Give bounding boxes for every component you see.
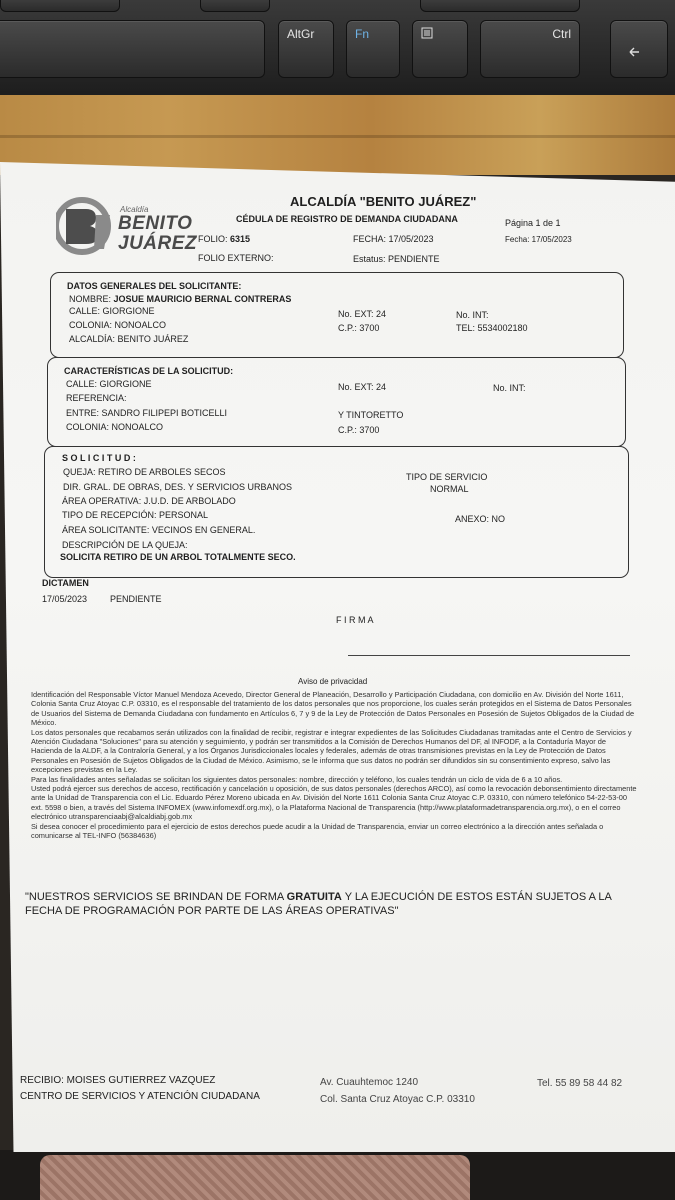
descripcion-value: SOLICITA RETIRO DE UN ARBOL TOTALMENTE SECO. [60, 552, 296, 562]
address-line2: Col. Santa Cruz Atoyac C.P. 03310 [320, 1094, 475, 1105]
solicitud-heading: S O L I C I T U D : [62, 453, 136, 463]
logo-juarez: JUÁREZ [118, 233, 198, 254]
fecha-field: FECHA: 17/05/2023 [353, 234, 434, 244]
folio-value: 6315 [230, 234, 251, 244]
telephone: Tel. 55 89 58 44 82 [537, 1078, 623, 1089]
nombre-value: JOSUE MAURICIO BERNAL CONTRERAS [113, 294, 292, 304]
dictamen-heading: DICTAMEN [42, 578, 89, 588]
privacy-title: Aviso de privacidad [298, 677, 368, 686]
page-number: Página 1 de 1 [505, 218, 561, 228]
slogan: "NUESTROS SERVICIOS SE BRINDAN DE FORMA GRATUITA Y LA EJECUCIÓN DE ESTOS ESTÁN SUJETOS A LA FECHA DE PROGRAMACIÓN POR PARTE DE LAS ÁREAS OPERATIVAS" [25, 891, 612, 917]
estatus-field: Estatus: PENDIENTE [353, 254, 440, 264]
document-subtitle: CÉDULA DE REGISTRO DE DEMANDA CIUDADANA [236, 214, 458, 224]
recibio-field: RECIBIO: MOISES GUTIERREZ VAZQUEZ [20, 1075, 216, 1086]
privacy-notice [31, 690, 639, 841]
privacy-paragraph: Si desea conocer el procedimiento para el ejercicio de estos derechos puede acudir a la Unidad de Transparencia, enviar un correo electrónico a la dirección antes señalada o comunicarse al TEL-INFO (56384636) [31, 821, 604, 841]
colonia-field: COLONIA: NONOALCO [66, 422, 164, 432]
recepcion-field: TIPO DE RECEPCIÓN: PERSONAL [62, 510, 209, 520]
logo-benito: BENITO [118, 213, 193, 234]
keyboard-key [420, 0, 580, 12]
solicitante-heading: DATOS GENERALES DEL SOLICITANTE: [67, 281, 242, 291]
firma-label: F I R M A [336, 615, 374, 625]
tipo-servicio-value: NORMAL [430, 484, 469, 494]
no-int-field: No. INT: [456, 310, 489, 320]
area-solicitante-field: ÁREA SOLICITANTE: VECINOS EN GENERAL. [62, 525, 256, 535]
no-ext-field: No. EXT: 24 [338, 309, 387, 319]
menu-key [412, 20, 468, 78]
signature-line [348, 655, 630, 656]
alcaldia-field: ALCALDÍA: BENITO JUÁREZ [69, 334, 189, 344]
wooden-desk [0, 95, 675, 175]
caracteristicas-heading: CARACTERÍSTICAS DE LA SOLICITUD: [64, 366, 234, 376]
colonia-field: COLONIA: NONOALCO [69, 320, 167, 330]
dictamen-estado: PENDIENTE [110, 594, 162, 604]
arrow-left-icon [627, 45, 647, 59]
keyboard-key [200, 0, 270, 12]
privacy-paragraph: Los datos personales que recabamos serán utilizados con la finalidad de recibir, registrar e integrar expedientes de las Solicitudes Ciudadanas tramitadas ante el Centro de Servicios y Atención Ciudadana "Soluciones" para su atención y seguimiento, y podrán ser transmitidos a la Comisión de Derechos Humanos del DF, al INFODF, a la Contaduría Mayor de Hacienda de la ALDF, a la Contraloría General, y a los Órganos Jurisdiccionales locales y federales, además de otras transmisiones previstas en la Ley de Protección de Datos Personales en Posesión de Sujetos Obligados de la Ciudad de México. Asimismo, se le informa que sus datos no podrán ser difundidos sin su consentimiento expreso, salvo las excepciones previstas en la Ley. [31, 727, 632, 775]
folio-externo: FOLIO EXTERNO: [198, 253, 274, 263]
keyboard [0, 0, 675, 100]
logo-small-text: Alcaldía [120, 205, 149, 214]
direccion-field: DIR. GRAL. DE OBRAS, DES. Y SERVICIOS URBANOS [63, 482, 293, 492]
privacy-paragraph: Para las finalidades antes señaladas se solicitan los siguientes datos personales: nombre, dirección y teléfono, los cuales tendrán un ciclo de vida de 6 a 10 años. [31, 774, 563, 784]
keyboard-key [0, 0, 120, 12]
privacy-paragraph: Identificación del Responsable Víctor Manuel Mendoza Acevedo, Director General de Planeación, Desarrollo y Participación Ciudadana, con domicilio en Av. División del Norte 1611, Colonia Santa Cruz Atoyac C.P. 03310, es el responsable del tratamiento de los datos personales que nos proporcione, los cuales serán protegidos en el Sistema de Datos Personales de Usuarios del Sistema de Demanda Ciudadana con fundamento en Artículos 6, 7 y 9 de la Ley de Protección de Datos Personales en Posesión de Sujetos Obligados de la Ciudad de México. [31, 690, 635, 728]
tipo-servicio-label: TIPO DE SERVICIO [406, 472, 488, 482]
privacy-paragraph: Usted podrá ejercer sus derechos de acceso, rectificación y cancelación u oposición, de sus datos personales (derechos ARCO), así como la revocación debonsentimiento directamente ante la Unidad de Transparencia con el Lic. Eduardo Pérez Moreno ubicada en Av. División del Norte 1611 Colonia Santa Cruz Atoyac C.P. 03310, con número telefónico 54-22-53-00 ext. 5598 o bien, a través del Sistema INFOMEX (www.infomexdf.org.mx), o la Plataforma Nacional de Transparencia (http://www.plataformadetransparencia.org.mx), o en el correo electrónico utransparenciaabj@alcaldiabj.gob.mx [31, 784, 637, 822]
no-ext-field: No. EXT: 24 [338, 382, 387, 392]
page-title: ALCALDÍA "BENITO JUÁREZ" [290, 194, 477, 209]
referencia-field: REFERENCIA: [66, 393, 127, 403]
entre-field: ENTRE: SANDRO FILIPEPI BOTICELLI [66, 408, 228, 418]
fabric [40, 1155, 470, 1200]
queja-field: QUEJA: RETIRO DE ARBOLES SECOS [63, 467, 226, 477]
ctrl-key: Ctrl [480, 20, 580, 78]
fn-key: Fn [346, 20, 400, 78]
cp-field: C.P.: 3700 [338, 323, 380, 333]
centro-field: CENTRO DE SERVICIOS Y ATENCIÓN CIUDADANA [20, 1091, 260, 1102]
fecha-right: Fecha: 17/05/2023 [505, 235, 572, 244]
cp-field: C.P.: 3700 [338, 425, 380, 435]
address-line1: Av. Cuauhtemoc 1240 [320, 1077, 419, 1088]
calle-field: CALLE: GIORGIONE [69, 306, 155, 316]
calle-field: CALLE: GIORGIONE [66, 379, 152, 389]
y-street-field: Y TINTORETTO [338, 410, 404, 420]
no-int-field: No. INT: [493, 383, 526, 393]
area-operativa-field: ÁREA OPERATIVA: J.U.D. DE ARBOLADO [62, 496, 236, 506]
dictamen-fecha: 17/05/2023 [42, 594, 88, 604]
folio-label: FOLIO: [198, 234, 228, 244]
anexo-field: ANEXO: NO [455, 514, 506, 524]
alcaldia-logo-icon [56, 197, 114, 255]
menu-icon [421, 27, 433, 39]
tel-field: TEL: 5534002180 [456, 323, 528, 333]
folio-field [198, 234, 250, 244]
altgr-key: AltGr [278, 20, 334, 78]
spacebar-key [0, 20, 265, 78]
descripcion-label: DESCRIPCIÓN DE LA QUEJA: [62, 540, 188, 550]
arrow-left-key [610, 20, 668, 78]
nombre-field: NOMBRE: JOSUE MAURICIO BERNAL CONTRERAS [69, 294, 292, 304]
